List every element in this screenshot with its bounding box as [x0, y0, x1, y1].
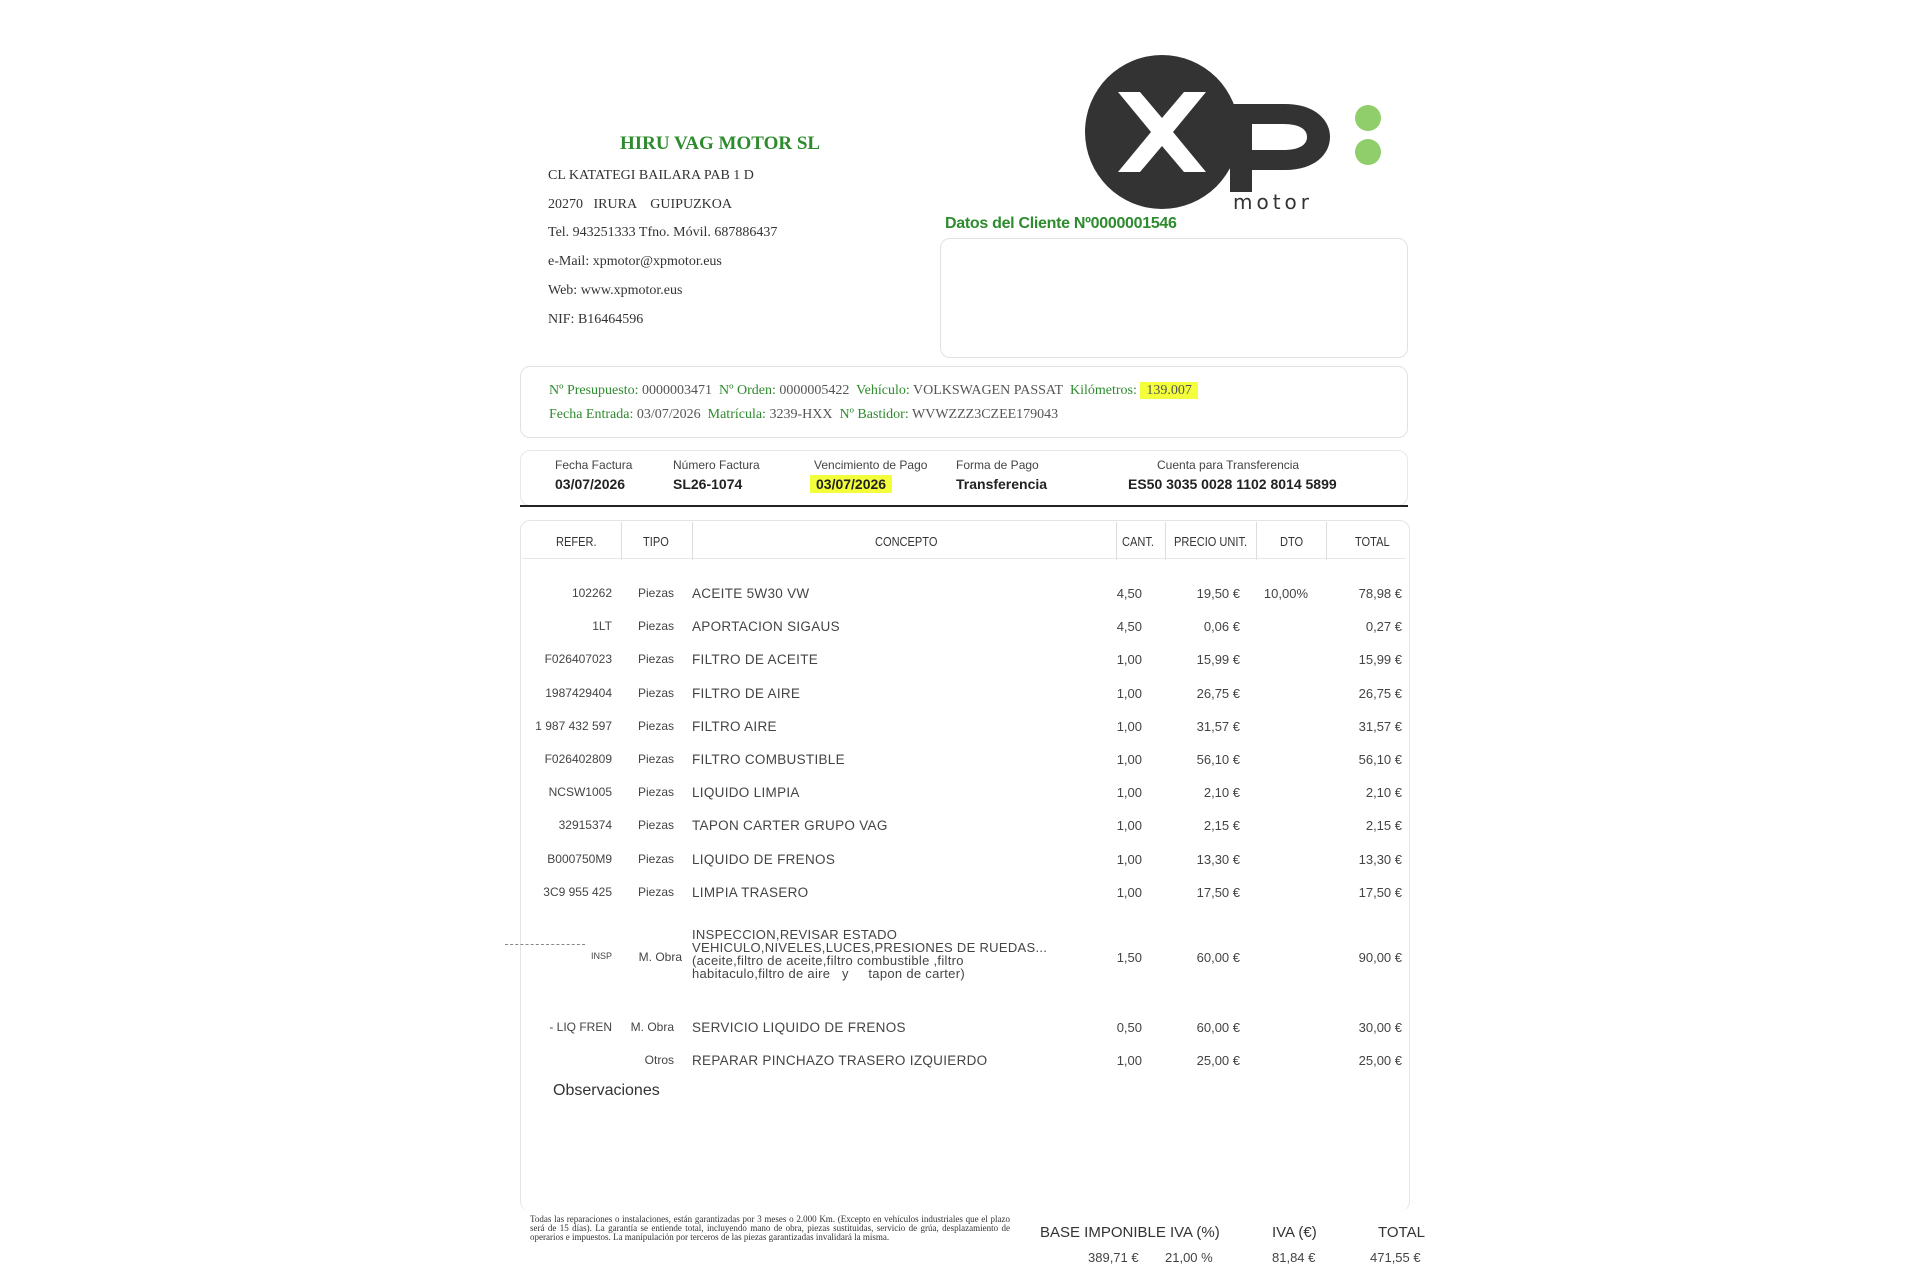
- company-email: e-Mail: xpmotor@xpmotor.eus: [548, 254, 722, 269]
- row-cant: 1,00: [1116, 1053, 1142, 1068]
- row-precio: 60,00 €: [1196, 1020, 1240, 1035]
- row-tipo: Otros: [644, 1053, 674, 1067]
- orden-value: 0000005422: [779, 383, 850, 398]
- fecha-entrada-value: 03/07/2026: [636, 407, 701, 422]
- th-precio: PRECIO UNIT.: [1174, 534, 1248, 549]
- row-total: 78,98 €: [1358, 586, 1402, 601]
- vehicle-row-1: [549, 383, 1198, 399]
- insp-precio: 60,00 €: [1196, 950, 1240, 965]
- row-precio: 2,10 €: [1203, 785, 1240, 801]
- row-concepto: FILTRO COMBUSTIBLE: [692, 752, 845, 767]
- row-precio: 25,00 €: [1196, 1053, 1240, 1068]
- cuenta-value: ES50 3035 0028 1102 8014 5899: [1128, 476, 1337, 492]
- row-precio: 56,10 €: [1196, 752, 1240, 767]
- total-value: 471,55 €: [1370, 1250, 1421, 1265]
- row-tipo: Piezas: [637, 785, 674, 800]
- divider: [520, 505, 1408, 507]
- insp-ref: INSP: [590, 951, 612, 961]
- row-ref: 1987429404: [545, 685, 612, 700]
- th-total: TOTAL: [1355, 534, 1390, 549]
- row-total: 15,99 €: [1358, 652, 1402, 668]
- row-tipo: Piezas: [637, 752, 674, 766]
- row-precio: 19,50 €: [1196, 586, 1240, 601]
- row-concepto: FILTRO DE AIRE: [692, 685, 801, 701]
- forma-pago-value: Transferencia: [956, 476, 1048, 492]
- company-name: HIRU VAG MOTOR SL: [620, 133, 821, 154]
- row-total: 13,30 €: [1358, 851, 1402, 867]
- row-precio: 13,30 €: [1196, 851, 1240, 867]
- row-ref: 32915374: [558, 818, 612, 833]
- base-label: BASE IMPONIBLE: [1040, 1224, 1166, 1241]
- row-concepto: LIQUIDO DE FRENOS: [692, 851, 836, 867]
- row-precio: 2,15 €: [1203, 818, 1240, 834]
- row-tipo: Piezas: [637, 619, 674, 634]
- base-value: 389,71 €: [1088, 1250, 1139, 1265]
- th-refer: REFER.: [556, 534, 597, 549]
- row-concepto: ACEITE 5W30 VW: [692, 586, 810, 601]
- th-dto: DTO: [1280, 534, 1304, 549]
- insp-line-4: habitaculo,filtro de aire y tapon de carter): [692, 966, 965, 981]
- row-ref: - LIQ FREN: [549, 1020, 612, 1034]
- row-concepto: SERVICIO LIQUIDO DE FRENOS: [692, 1020, 906, 1035]
- row-concepto: LIMPIA TRASERO: [692, 884, 809, 900]
- insp-cant: 1,50: [1116, 950, 1142, 965]
- fecha-factura-value: 03/07/2026: [555, 476, 626, 492]
- vehiculo-label: Vehículo:: [856, 383, 910, 398]
- vehicle-row-2: [549, 407, 1058, 423]
- insp-tipo: M. Obra: [638, 950, 682, 964]
- row-tipo: Piezas: [637, 851, 674, 866]
- row-concepto: LIQUIDO LIMPIA: [692, 785, 800, 801]
- bastidor-label: Nº Bastidor:: [839, 407, 909, 422]
- vehiculo-value: VOLKSWAGEN PASSAT: [913, 383, 1064, 398]
- row-cant: 1,00: [1116, 718, 1142, 734]
- row-cant: 1,00: [1116, 818, 1142, 834]
- iva-value: 81,84 €: [1272, 1250, 1316, 1265]
- company-web: Web: www.xpmotor.eus: [548, 283, 683, 298]
- insp-concepto: [692, 928, 1047, 980]
- row-cant: 1,00: [1116, 652, 1142, 668]
- row-total: 25,00 €: [1358, 1053, 1402, 1068]
- km-value: 139.007: [1140, 382, 1198, 399]
- row-cant: 1,00: [1116, 785, 1142, 801]
- th-tipo: TIPO: [643, 534, 669, 549]
- company-city: 20270 IRURA GUIPUZKOA: [548, 197, 732, 212]
- row-cant: 1,00: [1116, 851, 1142, 867]
- xp-motor-logo: [1085, 52, 1410, 222]
- row-precio: 31,57 €: [1196, 718, 1240, 734]
- client-box: [940, 238, 1408, 358]
- row-tipo: Piezas: [637, 884, 674, 899]
- row-precio: 0,06 €: [1203, 619, 1240, 635]
- orden-label: Nº Orden:: [719, 383, 776, 398]
- presupuesto-label: Nº Presupuesto:: [549, 383, 639, 398]
- row-tipo: Piezas: [637, 586, 674, 600]
- company-address: CL KATATEGI BAILARA PAB 1 D: [548, 168, 754, 183]
- guarantee-note: Todas las reparaciones o instalaciones, están garantizadas por 3 meses o 2.000 Km. (Excepto en vehículos industriales que el plazo será de 15 días). La garantía se entiende total, incluyendo mano de obra, piezas sustituidas, servicio de grúa, desplazamiento de operarios e impuestos. La manipulación por terceros de las piezas garantizadas invalidará la misma.: [530, 1214, 1010, 1242]
- row-total: 26,75 €: [1358, 685, 1402, 701]
- matricula-label: Matrícula:: [707, 407, 766, 422]
- matricula-value: 3239-HXX: [769, 407, 833, 422]
- th-concepto: CONCEPTO: [875, 534, 938, 549]
- row-ref: F026402809: [544, 752, 612, 766]
- forma-pago-label: Forma de Pago: [956, 458, 1039, 472]
- fecha-factura-label: Fecha Factura: [555, 458, 633, 472]
- row-total: 0,27 €: [1365, 619, 1402, 635]
- total-label: TOTAL: [1378, 1224, 1425, 1241]
- cuenta-label: Cuenta para Transferencia: [1157, 458, 1300, 472]
- row-concepto: FILTRO DE ACEITE: [692, 652, 819, 668]
- row-concepto: TAPON CARTER GRUPO VAG: [692, 818, 888, 834]
- row-concepto: APORTACION SIGAUS: [692, 619, 840, 635]
- row-tipo: Piezas: [637, 685, 674, 700]
- iva-pct-value: 21,00 %: [1165, 1250, 1213, 1265]
- row-total: 2,10 €: [1365, 785, 1402, 801]
- row-ref: NCSW1005: [548, 785, 612, 800]
- row-ref: F026407023: [544, 652, 612, 667]
- row-cant: 4,50: [1116, 586, 1142, 601]
- fecha-entrada-label: Fecha Entrada:: [549, 407, 634, 422]
- bastidor-value: WVWZZZ3CZEE179043: [912, 407, 1059, 422]
- row-tipo: Piezas: [637, 818, 674, 833]
- row-ref: 1LT: [592, 619, 612, 634]
- client-title: Datos del Cliente Nº0000001546: [945, 215, 1177, 232]
- row-ref: 3C9 955 425: [543, 884, 612, 899]
- numero-factura-value: SL26-1074: [673, 476, 743, 492]
- row-total: 17,50 €: [1358, 884, 1402, 900]
- insp-line-2: VEHICULO,NIVELES,LUCES,PRESIONES DE RUEDAS...: [692, 940, 1048, 955]
- company-phone: Tel. 943251333 Tfno. Móvil. 687886437: [548, 225, 778, 240]
- dashed-mark: [505, 944, 585, 945]
- row-precio: 17,50 €: [1196, 884, 1240, 900]
- row-cant: 1,00: [1116, 884, 1142, 900]
- logo-word: motor: [1233, 190, 1314, 214]
- presupuesto-value: 0000003471: [642, 383, 713, 398]
- row-dto: 10,00%: [1263, 586, 1308, 601]
- vencimiento-label: Vencimiento de Pago: [814, 458, 928, 472]
- row-total: 31,57 €: [1358, 718, 1402, 734]
- row-concepto: REPARAR PINCHAZO TRASERO IZQUIERDO: [692, 1053, 988, 1068]
- row-ref: 102262: [571, 586, 612, 600]
- row-concepto: FILTRO AIRE: [692, 718, 777, 734]
- row-cant: 1,00: [1116, 752, 1142, 767]
- row-tipo: Piezas: [637, 718, 674, 733]
- row-total: 2,15 €: [1365, 818, 1402, 834]
- numero-factura-label: Número Factura: [673, 458, 760, 472]
- row-precio: 26,75 €: [1196, 685, 1240, 701]
- row-tipo: Piezas: [637, 652, 674, 667]
- observaciones-label: Observaciones: [553, 1082, 660, 1099]
- row-ref: B000750M9: [547, 851, 612, 866]
- row-total: 30,00 €: [1358, 1020, 1402, 1035]
- row-cant: 1,00: [1116, 685, 1142, 701]
- company-nif: NIF: B16464596: [548, 312, 644, 327]
- iva-pct-label: IVA (%): [1170, 1224, 1220, 1241]
- km-label: Kilómetros:: [1070, 383, 1137, 398]
- iva-label: IVA (€): [1272, 1224, 1317, 1241]
- insp-line-3: (aceite,filtro de aceite,filtro combustible ,filtro: [692, 953, 964, 968]
- vehicle-box: [520, 366, 1408, 438]
- insp-total: 90,00 €: [1358, 950, 1402, 965]
- row-ref: 1 987 432 597: [535, 718, 612, 733]
- row-cant: 0,50: [1116, 1020, 1142, 1035]
- row-total: 56,10 €: [1358, 752, 1402, 767]
- row-cant: 4,50: [1116, 619, 1142, 635]
- row-precio: 15,99 €: [1196, 652, 1240, 668]
- vencimiento-value: 03/07/2026: [810, 475, 892, 493]
- insp-line-1: INSPECCION,REVISAR ESTADO: [692, 927, 898, 942]
- th-cant: CANT.: [1122, 534, 1154, 549]
- row-tipo: M. Obra: [630, 1020, 674, 1034]
